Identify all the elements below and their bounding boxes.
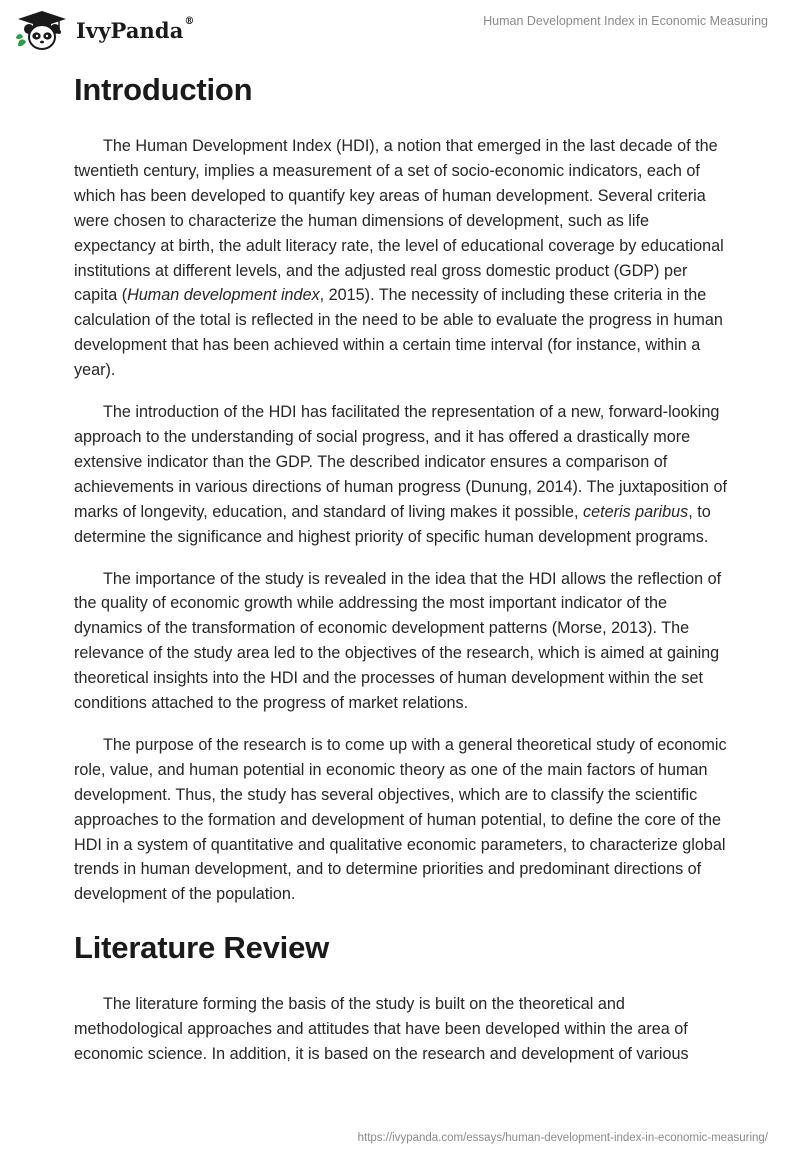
source-url[interactable]: https://ivypanda.com/essays/human-development-index-in-economic-measuring/ xyxy=(357,1132,768,1144)
section-heading-introduction: Introduction xyxy=(74,72,253,107)
panda-graduate-icon xyxy=(14,8,70,52)
section-heading-literature-review: Literature Review xyxy=(74,930,330,966)
literature-paragraph-1: The literature forming the basis of the study is built on the theoretical and methodological approaches and attitudes that have been developed within the area of economic science. In addition, it is based on the research and development of various xyxy=(74,995,689,1064)
ivypanda-logo[interactable] xyxy=(14,8,195,52)
page-header xyxy=(0,0,800,60)
essay-body xyxy=(74,66,734,1084)
latin-term: ceteris paribus xyxy=(582,502,689,521)
intro-paragraph-4: The purpose of the research is to come up with a general theoretical study of economic role, value, and human potential in economic theory as one of the main factors of human development. Thus, the study has several objectives, which are to classify the scientific approaches to the formation and development of human potential, to define the core of the HDI in a system of quantitative and qualitative economic parameters, to characterize global trends in human development, and to determine priorities and predominant directions of development of the population. xyxy=(74,735,727,904)
intro-paragraph-1: The Human Development Index (HDI), a notion that emerged in the last decade of the twentieth century, implies a measurement of a set of socio-economic indicators, each of which has been developed to quantify key areas of human development. Several criteria were chosen to characterize the human dimensions of development, such as life expectancy at birth, the adult literacy rate, the level of educational coverage by educational institutions at different levels, and the adjusted real gross domestic product (GDP) per capita (Human development index, 2015). The necessity of including these criteria in the calculation of the total is reflected in the need to be able to evaluate the progress in human development that has been achieved within a certain time interval (for instance, within a year). xyxy=(74,137,724,380)
intro-paragraph-2: The introduction of the HDI has facilitated the representation of a new, forward-looking approach to the understanding of social progress, and it has offered a drastically more extensive indicator than the GDP. The described indicator ensures a comparison of achievements in various directions of human progress (Dunung, 2014). The juxtaposition of marks of longevity, education, and standard of living makes it possible, ceteris paribus, to determine the significance and highest priority of specific human development programs. xyxy=(74,403,727,546)
citation-title: Human development index xyxy=(127,286,320,305)
document-header-title: Human Development Index in Economic Measuring xyxy=(483,14,768,28)
brand-name: IvyPanda® xyxy=(76,15,195,43)
intro-paragraph-3: The importance of the study is revealed in the idea that the HDI allows the reflection of the quality of economic growth while addressing the most important indicator of the dynamics of the transformation of economic development patterns (Morse, 2013). The relevance of the study area led to the objectives of the research, which is aimed at gaining theoretical insights into the HDI and the processes of human development within the set conditions attached to the progress of market relations. xyxy=(74,569,722,713)
